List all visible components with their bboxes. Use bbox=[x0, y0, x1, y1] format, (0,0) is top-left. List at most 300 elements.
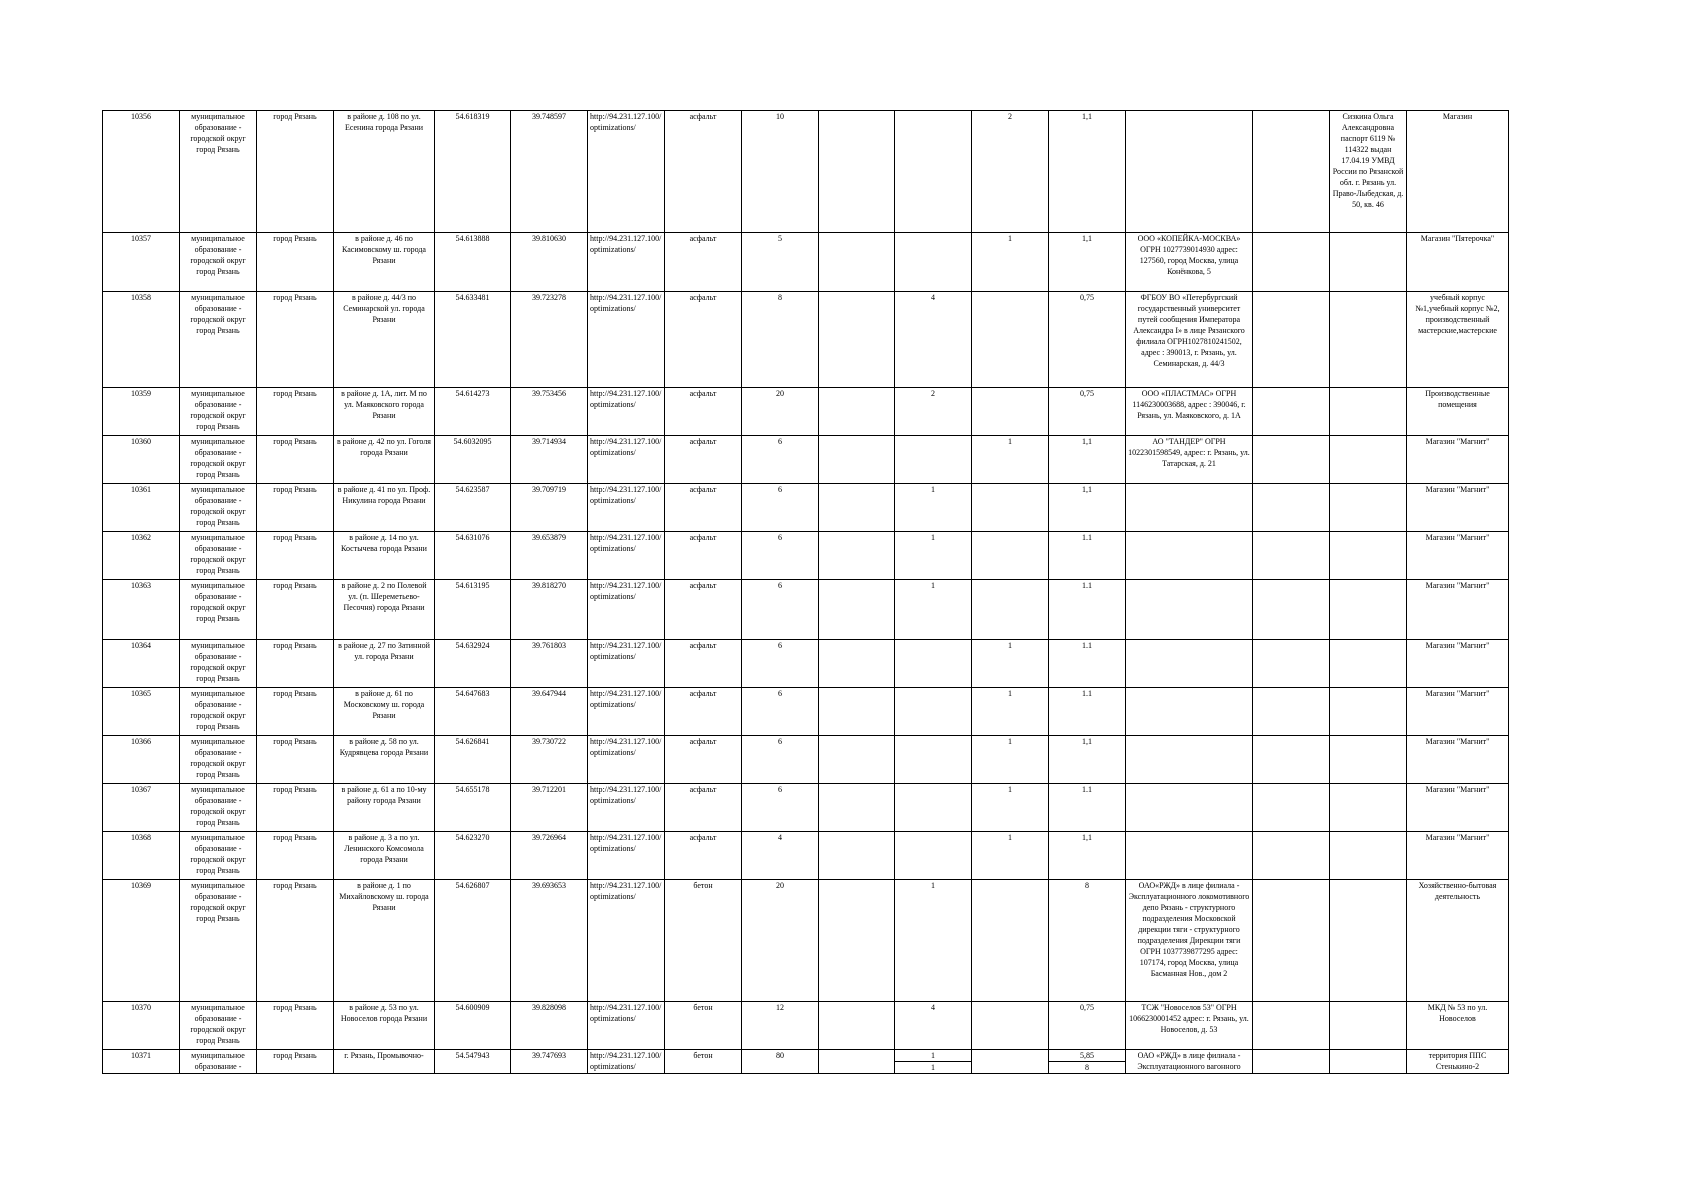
cell-owner bbox=[1330, 1050, 1407, 1074]
cell-organization bbox=[1126, 640, 1253, 688]
cell-text: АО "ТАНДЕР" ОГРН 1022301598549, адрес: г. Рязань, ул. Татарская, д. 21 bbox=[1128, 437, 1250, 468]
cell-organization bbox=[1126, 1002, 1253, 1050]
table-row bbox=[103, 532, 1509, 580]
cell-latitude bbox=[435, 880, 511, 1002]
cell-text: 20 bbox=[776, 881, 784, 890]
cell-address bbox=[334, 1002, 435, 1050]
cell-containers-count-a bbox=[895, 640, 972, 688]
cell-text: асфальт bbox=[689, 689, 717, 698]
cell-area bbox=[742, 388, 819, 436]
cell-address bbox=[334, 880, 435, 1002]
cell-text: город Рязань bbox=[273, 389, 317, 398]
cell-area bbox=[742, 1002, 819, 1050]
cell-text: 54.547943 bbox=[455, 1051, 490, 1060]
cell-latitude bbox=[435, 1002, 511, 1050]
cell-text: в районе д. 108 по ул. Есенина города Рязани bbox=[344, 112, 424, 132]
cell-site-number bbox=[103, 832, 180, 880]
cell-container-volume bbox=[1049, 688, 1126, 736]
cell-longitude bbox=[511, 580, 588, 640]
cell-text: 10362 bbox=[131, 533, 151, 542]
cell-column-empty bbox=[819, 292, 895, 388]
cell-containers-count-b bbox=[972, 484, 1049, 532]
cell-text: 39.712201 bbox=[532, 785, 566, 794]
cell-text: асфальт bbox=[689, 293, 717, 302]
cell-column-extra bbox=[1253, 784, 1330, 832]
cell-text: http://94.231.127.100/optimizations/ bbox=[590, 1051, 662, 1071]
cell-text: 1,1 bbox=[1082, 112, 1092, 121]
cell-text: территория ППС Стенькино-2 bbox=[1428, 1051, 1487, 1071]
cell-surface-type bbox=[665, 580, 742, 640]
cell-text: 4 bbox=[931, 1003, 935, 1012]
cell-city bbox=[257, 532, 334, 580]
cell-text: Магазин "Магнит" bbox=[1425, 737, 1490, 746]
cell-registry-link[interactable] bbox=[588, 580, 665, 640]
cell-text: 10367 bbox=[131, 785, 151, 794]
cell-text: город Рязань bbox=[273, 234, 317, 243]
table-row bbox=[103, 388, 1509, 436]
cell-text: 5,85 bbox=[1080, 1051, 1094, 1060]
cell-text: муниципальное образование - городской округ город Рязань bbox=[190, 689, 246, 731]
cell-owner bbox=[1330, 640, 1407, 688]
cell-registry-link[interactable] bbox=[588, 111, 665, 233]
cell-containers-count-b bbox=[972, 880, 1049, 1002]
cell-containers-count-b bbox=[972, 688, 1049, 736]
cell-text: в районе д. 1 по Михайловскому ш. города Рязани bbox=[339, 881, 429, 912]
cell-containers-count-a bbox=[895, 436, 972, 484]
cell-text: http://94.231.127.100/optimizations/ bbox=[590, 234, 662, 254]
cell-column-extra bbox=[1253, 388, 1330, 436]
cell-longitude bbox=[511, 1050, 588, 1074]
cell-text: 6 bbox=[778, 485, 782, 494]
cell-text: город Рязань bbox=[273, 581, 317, 590]
cell-city bbox=[257, 640, 334, 688]
cell-text: город Рязань bbox=[273, 737, 317, 746]
cell-text: в районе д. 3 а по ул. Ленинского Комсомола города Рязани bbox=[344, 833, 424, 864]
cell-containers-count-b bbox=[972, 1002, 1049, 1050]
cell-latitude bbox=[435, 1050, 511, 1074]
cell-surface-type bbox=[665, 233, 742, 292]
cell-area bbox=[742, 688, 819, 736]
cell-organization bbox=[1126, 292, 1253, 388]
table-row bbox=[103, 736, 1509, 784]
cell-purpose bbox=[1407, 580, 1509, 640]
cell-column-extra bbox=[1253, 1050, 1330, 1074]
cell-column-extra bbox=[1253, 580, 1330, 640]
cell-address bbox=[334, 1050, 435, 1074]
cell-text: муниципальное образование - городской округ город Рязань bbox=[190, 234, 246, 276]
cell-owner bbox=[1330, 233, 1407, 292]
cell-column-extra bbox=[1253, 688, 1330, 736]
cell-text: асфальт bbox=[689, 485, 717, 494]
cell-text: асфальт bbox=[689, 833, 717, 842]
cell-text: 39.748597 bbox=[532, 112, 566, 121]
cell-text: муниципальное образование - городской округ город Рязань bbox=[190, 485, 246, 527]
cell-registry-link[interactable] bbox=[588, 784, 665, 832]
cell-organization bbox=[1126, 233, 1253, 292]
table-row bbox=[103, 580, 1509, 640]
cell-containers-count-a bbox=[895, 688, 972, 736]
cell-latitude bbox=[435, 233, 511, 292]
cell-container-volume bbox=[1049, 1002, 1126, 1050]
cell-surface-type bbox=[665, 1050, 742, 1074]
cell-text: 54.613195 bbox=[455, 581, 490, 590]
cell-column-empty bbox=[819, 640, 895, 688]
cell-owner bbox=[1330, 580, 1407, 640]
cell-area bbox=[742, 233, 819, 292]
cell-text: в районе д. 58 по ул. Кудрявцева города Рязани bbox=[339, 737, 429, 757]
cell-registry-link[interactable] bbox=[588, 1002, 665, 1050]
cell-text: 10357 bbox=[131, 234, 151, 243]
cell-container-volume bbox=[1049, 532, 1126, 580]
cell-text: 1,1 bbox=[1082, 737, 1092, 746]
cell-text: 1.1 bbox=[1082, 689, 1092, 698]
cell-text: муниципальное образование - городской округ город Рязань bbox=[190, 112, 246, 154]
cell-text: в районе д. 2 по Полевой ул. (п. Шереметьево-Песочня) города Рязани bbox=[341, 581, 427, 612]
cell-text: муниципальное образование - городской округ город Рязань bbox=[190, 833, 246, 875]
cell-text: 10358 bbox=[131, 293, 151, 302]
cell-text: ОАО«РЖД» в лице филиала - Эксплуатационного локомотивного депо Рязань - структурного подразделения Московской дирекции тяги - структурного подразделения Дирекции тяги ОГРН 1037739877295 адрес: 107174, город Москва, улица Басманная Нов., дом 2 bbox=[1128, 881, 1250, 978]
cell-city bbox=[257, 111, 334, 233]
cell-registry-link[interactable] bbox=[588, 292, 665, 388]
cell-container-volume bbox=[1049, 292, 1126, 388]
cell-text: 10365 bbox=[131, 689, 151, 698]
table-row bbox=[103, 111, 1509, 233]
cell-text: асфальт bbox=[689, 737, 717, 746]
cell-registry-link[interactable] bbox=[588, 1050, 665, 1074]
cell-column-empty bbox=[819, 1050, 895, 1074]
cell-purpose bbox=[1407, 1050, 1509, 1074]
cell-text-second: 1 bbox=[895, 1061, 971, 1073]
cell-column-empty bbox=[819, 388, 895, 436]
cell-text: 1 bbox=[1008, 689, 1012, 698]
cell-text: 10356 bbox=[131, 112, 151, 121]
cell-column-empty bbox=[819, 233, 895, 292]
cell-text: 2 bbox=[1008, 112, 1012, 121]
cell-containers-count-b bbox=[972, 1050, 1049, 1074]
cell-site-number bbox=[103, 111, 180, 233]
cell-municipality bbox=[180, 532, 257, 580]
cell-city bbox=[257, 233, 334, 292]
cell-text: 54.618319 bbox=[455, 112, 490, 121]
cell-municipality bbox=[180, 640, 257, 688]
cell-purpose bbox=[1407, 784, 1509, 832]
cell-containers-count-b bbox=[972, 436, 1049, 484]
cell-column-empty bbox=[819, 580, 895, 640]
cell-area bbox=[742, 1050, 819, 1074]
cell-text: 10364 bbox=[131, 641, 151, 650]
cell-text: город Рязань bbox=[273, 533, 317, 542]
cell-containers-count-b bbox=[972, 292, 1049, 388]
cell-longitude bbox=[511, 880, 588, 1002]
cell-site-number bbox=[103, 736, 180, 784]
table-row bbox=[103, 292, 1509, 388]
cell-area bbox=[742, 111, 819, 233]
cell-address bbox=[334, 832, 435, 880]
cell-municipality bbox=[180, 292, 257, 388]
cell-text: 20 bbox=[776, 389, 784, 398]
cell-containers-count-b bbox=[972, 532, 1049, 580]
cell-text: город Рязань bbox=[273, 641, 317, 650]
cell-registry-link[interactable] bbox=[588, 388, 665, 436]
cell-text: муниципальное образование - городской округ город Рязань bbox=[190, 881, 246, 923]
cell-purpose bbox=[1407, 436, 1509, 484]
cell-containers-count-b bbox=[972, 784, 1049, 832]
cell-text: 1 bbox=[1008, 785, 1012, 794]
cell-text: асфальт bbox=[689, 785, 717, 794]
cell-text: 6 bbox=[778, 581, 782, 590]
cell-address bbox=[334, 111, 435, 233]
cell-text: асфальт bbox=[689, 641, 717, 650]
cell-surface-type bbox=[665, 436, 742, 484]
cell-surface-type bbox=[665, 292, 742, 388]
cell-text: город Рязань bbox=[273, 485, 317, 494]
cell-organization bbox=[1126, 111, 1253, 233]
cell-text: в районе д. 42 по ул. Гоголя города Рязани bbox=[336, 437, 431, 457]
cell-text: 54.6032095 bbox=[453, 437, 492, 446]
cell-text: город Рязань bbox=[273, 1003, 317, 1012]
cell-text: 4 bbox=[931, 293, 935, 302]
cell-area bbox=[742, 832, 819, 880]
table-body bbox=[103, 111, 1509, 1074]
cell-text: 39.810630 bbox=[532, 234, 566, 243]
cell-municipality bbox=[180, 580, 257, 640]
cell-containers-count-b bbox=[972, 736, 1049, 784]
cell-registry-link[interactable] bbox=[588, 736, 665, 784]
cell-text: ООО «ПЛАСТМАС» ОГРН 1146230003688, адрес : 390046, г. Рязань, ул. Маяковского, д. 1А bbox=[1132, 389, 1246, 420]
cell-organization bbox=[1126, 880, 1253, 1002]
cell-text: 10363 bbox=[131, 581, 151, 590]
cell-city bbox=[257, 784, 334, 832]
cell-text: 1 bbox=[931, 881, 935, 890]
cell-text: 0,75 bbox=[1080, 1003, 1094, 1012]
cell-registry-link[interactable] bbox=[588, 688, 665, 736]
cell-area bbox=[742, 736, 819, 784]
cell-column-extra bbox=[1253, 832, 1330, 880]
cell-registry-link[interactable] bbox=[588, 880, 665, 1002]
cell-column-extra bbox=[1253, 640, 1330, 688]
cell-text: муниципальное образование - городской округ город Рязань bbox=[190, 533, 246, 575]
table-row bbox=[103, 640, 1509, 688]
cell-text: 54.632924 bbox=[455, 641, 490, 650]
cell-column-extra bbox=[1253, 736, 1330, 784]
cell-text: http://94.231.127.100/optimizations/ bbox=[590, 485, 662, 505]
cell-container-volume bbox=[1049, 436, 1126, 484]
table-row bbox=[103, 1050, 1509, 1074]
cell-site-number bbox=[103, 233, 180, 292]
cell-longitude bbox=[511, 388, 588, 436]
cell-owner bbox=[1330, 1002, 1407, 1050]
cell-organization bbox=[1126, 388, 1253, 436]
cell-owner bbox=[1330, 111, 1407, 233]
cell-owner bbox=[1330, 880, 1407, 1002]
cell-text: 12 bbox=[776, 1003, 784, 1012]
cell-text: муниципальное образование - городской округ город Рязань bbox=[190, 1003, 246, 1045]
cell-site-number bbox=[103, 688, 180, 736]
cell-text: Магазин "Пятерочка" bbox=[1420, 234, 1495, 243]
cell-text: город Рязань bbox=[273, 689, 317, 698]
cell-text: Магазин "Магнит" bbox=[1425, 437, 1490, 446]
cell-purpose bbox=[1407, 292, 1509, 388]
cell-text: 1,1 bbox=[1082, 833, 1092, 842]
cell-column-extra bbox=[1253, 532, 1330, 580]
cell-column-extra bbox=[1253, 292, 1330, 388]
cell-container-volume bbox=[1049, 388, 1126, 436]
cell-containers-count-a bbox=[895, 832, 972, 880]
cell-registry-link[interactable] bbox=[588, 233, 665, 292]
cell-purpose bbox=[1407, 484, 1509, 532]
cell-container-volume bbox=[1049, 111, 1126, 233]
cell-address bbox=[334, 640, 435, 688]
cell-area bbox=[742, 436, 819, 484]
cell-registry-link[interactable] bbox=[588, 832, 665, 880]
cell-text: http://94.231.127.100/optimizations/ bbox=[590, 881, 662, 901]
cell-text: 54.600909 bbox=[455, 1003, 490, 1012]
cell-text: 10360 bbox=[131, 437, 151, 446]
cell-text: 39.761803 bbox=[532, 641, 566, 650]
table-row bbox=[103, 484, 1509, 532]
cell-organization bbox=[1126, 484, 1253, 532]
cell-text: в районе д. 44/3 по Семинарской ул. города Рязани bbox=[343, 293, 425, 324]
cell-longitude bbox=[511, 736, 588, 784]
cell-city bbox=[257, 388, 334, 436]
cell-text: Хозяйственно-бытовая деятельность bbox=[1418, 881, 1497, 901]
table-row bbox=[103, 832, 1509, 880]
cell-text: http://94.231.127.100/optimizations/ bbox=[590, 112, 662, 132]
cell-address bbox=[334, 580, 435, 640]
cell-surface-type bbox=[665, 688, 742, 736]
cell-latitude bbox=[435, 111, 511, 233]
cell-owner bbox=[1330, 292, 1407, 388]
cell-container-volume bbox=[1049, 880, 1126, 1002]
cell-site-number bbox=[103, 580, 180, 640]
cell-text: 1.1 bbox=[1082, 533, 1092, 542]
cell-text: 1,1 bbox=[1082, 485, 1092, 494]
cell-longitude bbox=[511, 292, 588, 388]
cell-registry-link[interactable] bbox=[588, 436, 665, 484]
cell-address bbox=[334, 292, 435, 388]
cell-text: в районе д. 61 а по 10-му району города Рязани bbox=[341, 785, 427, 805]
cell-text: 10369 bbox=[131, 881, 151, 890]
cell-latitude bbox=[435, 580, 511, 640]
cell-text: 10 bbox=[776, 112, 784, 121]
cell-text: 1 bbox=[1008, 737, 1012, 746]
cell-organization bbox=[1126, 688, 1253, 736]
cell-text: 1 bbox=[931, 485, 935, 494]
cell-surface-type bbox=[665, 1002, 742, 1050]
cell-site-number bbox=[103, 880, 180, 1002]
cell-text: город Рязань bbox=[273, 112, 317, 121]
cell-area bbox=[742, 880, 819, 1002]
cell-area bbox=[742, 484, 819, 532]
cell-text: муниципальное образование - bbox=[191, 1051, 245, 1071]
cell-area bbox=[742, 580, 819, 640]
table-row bbox=[103, 880, 1509, 1002]
cell-municipality bbox=[180, 111, 257, 233]
cell-text: 39.726964 bbox=[532, 833, 566, 842]
cell-text: в районе д. 61 по Московскому ш. города Рязани bbox=[343, 689, 425, 720]
cell-text: 1.1 bbox=[1082, 581, 1092, 590]
cell-purpose bbox=[1407, 832, 1509, 880]
cell-organization bbox=[1126, 436, 1253, 484]
cell-text: 54.623270 bbox=[455, 833, 490, 842]
cell-column-empty bbox=[819, 736, 895, 784]
cell-registry-link[interactable] bbox=[588, 640, 665, 688]
cell-text: http://94.231.127.100/optimizations/ bbox=[590, 641, 662, 661]
cell-text: 80 bbox=[776, 1051, 784, 1060]
cell-text: ОАО «РЖД» в лице филиала - Эксплуатационного вагонного bbox=[1137, 1051, 1241, 1071]
cell-text: 8 bbox=[778, 293, 782, 302]
cell-area bbox=[742, 640, 819, 688]
cell-address bbox=[334, 532, 435, 580]
cell-text: 10370 bbox=[131, 1003, 151, 1012]
cell-text: 1 bbox=[1008, 833, 1012, 842]
cell-organization bbox=[1126, 580, 1253, 640]
cell-text-second: 8 bbox=[1049, 1061, 1125, 1073]
cell-site-number bbox=[103, 436, 180, 484]
cell-text: ООО «КОПЕЙКА-МОСКВА» ОГРН 1027739014930 адрес: 127560, город Москва, улица Конёнкова, 5 bbox=[1137, 234, 1241, 276]
cell-municipality bbox=[180, 736, 257, 784]
cell-text: 8 bbox=[1085, 881, 1089, 890]
cell-registry-link[interactable] bbox=[588, 532, 665, 580]
cell-text: 10366 bbox=[131, 737, 151, 746]
cell-address bbox=[334, 784, 435, 832]
cell-text: 1.1 bbox=[1082, 641, 1092, 650]
cell-longitude bbox=[511, 233, 588, 292]
cell-text: 1 bbox=[1008, 234, 1012, 243]
cell-text: http://94.231.127.100/optimizations/ bbox=[590, 581, 662, 601]
cell-surface-type bbox=[665, 784, 742, 832]
cell-text: 1,1 bbox=[1082, 234, 1092, 243]
registry-sheet bbox=[102, 110, 1505, 1074]
cell-text: муниципальное образование - городской округ город Рязань bbox=[190, 293, 246, 335]
cell-owner bbox=[1330, 832, 1407, 880]
cell-text: 5 bbox=[778, 234, 782, 243]
cell-text: 39.647944 bbox=[532, 689, 566, 698]
cell-latitude bbox=[435, 736, 511, 784]
cell-city bbox=[257, 580, 334, 640]
cell-registry-link[interactable] bbox=[588, 484, 665, 532]
cell-text: ФГБОУ ВО «Петербургский государственный университет путей сообщения Императора Александра I» в лице Рязанского филиала ОГРН1027810241502, адрес : 390013, г. Рязань, ул. Семинарская, д. 44/3 bbox=[1133, 293, 1245, 368]
cell-container-volume bbox=[1049, 580, 1126, 640]
cell-text: 1 bbox=[931, 533, 935, 542]
cell-city bbox=[257, 1002, 334, 1050]
cell-containers-count-b bbox=[972, 233, 1049, 292]
cell-text: учебный корпус №1,учебный корпус №2, производственный мастерские,мастерские bbox=[1415, 293, 1500, 335]
cell-city bbox=[257, 484, 334, 532]
cell-longitude bbox=[511, 688, 588, 736]
cell-text: в районе д. 41 по ул. Проф. Никулина города Рязани bbox=[337, 485, 431, 505]
cell-owner bbox=[1330, 388, 1407, 436]
cell-text: 54.626841 bbox=[455, 737, 490, 746]
cell-text: ТСЖ "Новоселов 53" ОГРН 1066230001452 адрес: г. Рязань, ул. Новоселов, д. 53 bbox=[1129, 1003, 1249, 1034]
cell-text: http://94.231.127.100/optimizations/ bbox=[590, 293, 662, 313]
cell-containers-count-a bbox=[895, 580, 972, 640]
cell-owner bbox=[1330, 736, 1407, 784]
cell-municipality bbox=[180, 880, 257, 1002]
cell-purpose bbox=[1407, 111, 1509, 233]
cell-text: в районе д. 1А, лит. М по ул. Маяковского города Рязани bbox=[341, 389, 427, 420]
cell-text: Сизкина Ольга Александровна паспорт 6119 № 114322 выдан 17.04.19 УМВД России по Рязанской обл. г. Рязань ул. Право-Лыбедская, д. 50, кв. 46 bbox=[1332, 112, 1404, 209]
cell-text: 6 bbox=[778, 437, 782, 446]
cell-owner bbox=[1330, 532, 1407, 580]
cell-containers-count-a bbox=[895, 736, 972, 784]
cell-city bbox=[257, 736, 334, 784]
cell-address bbox=[334, 736, 435, 784]
cell-text: http://94.231.127.100/optimizations/ bbox=[590, 689, 662, 709]
cell-city bbox=[257, 832, 334, 880]
cell-longitude bbox=[511, 484, 588, 532]
cell-text: асфальт bbox=[689, 112, 717, 121]
